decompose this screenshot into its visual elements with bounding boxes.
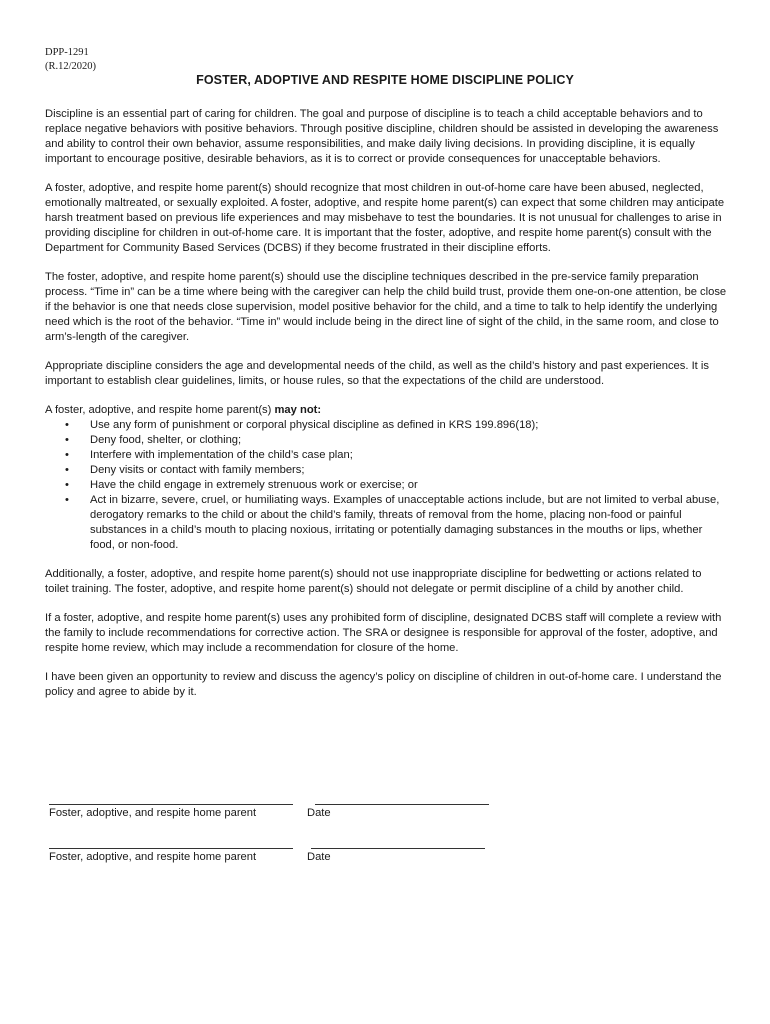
list-item-text: Interfere with implementation of the child’s case plan; — [90, 449, 353, 461]
paragraph-bedwetting: Additionally, a foster, adoptive, and respite home parent(s) should not use inappropriate discipline for bedwetting or actions related to toilet training. The foster, adoptive, and respite home parent(s) should not delegate or permit discipline of a child by another child. — [45, 568, 702, 595]
list-item-text: Have the child engage in extremely strenuous work or exercise; or — [90, 479, 418, 491]
paragraph-discipline-purpose: Discipline is an essential part of caring for children. The goal and purpose of discipline is to teach a child acceptable behaviors and to replace negative behaviors with positive behaviors. Through positive discipline, children should be assisted in developing the awareness and ability to control their own behavior, assume responsibilities, and make daily living decisions. In providing discipline, it is equally important to encourage positive, desirable behaviors, as it is to correct or provide consequences for unacceptable behaviors. — [45, 108, 719, 165]
date-line-2[interactable] — [311, 848, 485, 849]
parent-signature-line-2[interactable] — [49, 848, 293, 849]
prohibited-list — [45, 418, 727, 553]
bullet-icon: • — [65, 434, 69, 446]
bullet-icon: • — [65, 494, 69, 506]
form-revision: (R.12/2020) — [45, 61, 97, 72]
paragraph-appropriate-discipline: Appropriate discipline considers the age and developmental needs of the child, as well as the child’s history and past experiences. It is important to establish clear guidelines, limits, or house rules, so that the expectations of the child are understood. — [45, 360, 709, 387]
parent-signature-label-1: Foster, adoptive, and respite home parent — [49, 807, 257, 819]
page-title: FOSTER, ADOPTIVE AND RESPITE HOME DISCIPLINE POLICY — [196, 73, 574, 87]
list-item-text: Use any form of punishment or corporal physical discipline as defined in KRS 199.896(18); — [90, 419, 539, 431]
parent-signature-label-2: Foster, adoptive, and respite home parent — [49, 851, 257, 863]
list-item — [45, 448, 727, 463]
signature-block — [45, 795, 545, 875]
paragraph-time-in: The foster, adoptive, and respite home parent(s) should use the discipline techniques described in the pre-service family preparation process. “Time in” can be a time where being with the caregiver can help the child build trust, provide them one-on-one attention, be close if the behavior is one that needs close supervision, model positive behavior for the child, and a time to talk to help identify the underlying need which is the root of the behavior. “Time in” would include being in the direct line of sight of the child, in the same room, and close to arm’s-length of the caregiver. — [45, 271, 727, 343]
list-item-text: Deny visits or contact with family members; — [90, 464, 305, 476]
may-not-lead-text: A foster, adoptive, and respite home parent(s) — [45, 404, 275, 416]
paragraph-prohibited-review: If a foster, adoptive, and respite home parent(s) uses any prohibited form of discipline, designated DCBS staff will complete a review with the family to include recommendations for corrective action. The SRA or designee is responsible for approval of the foster, adoptive, and respite home review, which may include a recommendation for closure of the home. — [45, 612, 722, 654]
list-item — [45, 433, 727, 448]
list-item-text: Deny food, shelter, or clothing; — [90, 434, 242, 446]
paragraph-acknowledgement: I have been given an opportunity to review and discuss the agency’s policy on discipline of children in out-of-home care. I understand the policy and agree to abide by it. — [45, 671, 722, 698]
may-not-bold: may not: — [274, 404, 322, 416]
parent-signature-line-1[interactable] — [49, 804, 293, 805]
list-item — [45, 463, 727, 478]
form-identifier — [45, 46, 96, 74]
bullet-icon: • — [65, 464, 69, 476]
form-number: DPP-1291 — [45, 47, 89, 58]
list-item — [45, 478, 727, 493]
policy-body — [45, 107, 727, 714]
paragraph-may-not-lead — [45, 403, 727, 418]
date-label-2: Date — [307, 851, 331, 863]
list-item — [45, 493, 727, 553]
list-item — [45, 418, 727, 433]
date-label-1: Date — [307, 807, 331, 819]
date-line-1[interactable] — [315, 804, 489, 805]
bullet-icon: • — [65, 449, 69, 461]
bullet-icon: • — [65, 479, 69, 491]
list-item-text: Act in bizarre, severe, cruel, or humiliating ways. Examples of unacceptable actions include, but are not limited to verbal abuse, derogatory remarks to the child or about the child’s family, threats of removal from the home, placing non-food or painful substances in a child’s mouth to placing noxious, irritating or potentially damaging substances in the mouths or lips, whether food, or non-food. — [90, 494, 720, 551]
paragraph-children-history: A foster, adoptive, and respite home parent(s) should recognize that most children in out-of-home care have been abused, neglected, emotionally maltreated, or sexually exploited. A foster, adoptive, and respite home parent(s) can expect that some children may anticipate harsh treatment based on previous life experiences and may misbehave to test the boundaries. It is not unusual for challenges to arise in providing discipline for children in out-of-home care. It is important that the foster, adoptive, and respite home parent(s) consult with the Department for Community Based Services (DCBS) if they become frustrated in their discipline efforts. — [45, 182, 725, 254]
bullet-icon: • — [65, 419, 69, 431]
